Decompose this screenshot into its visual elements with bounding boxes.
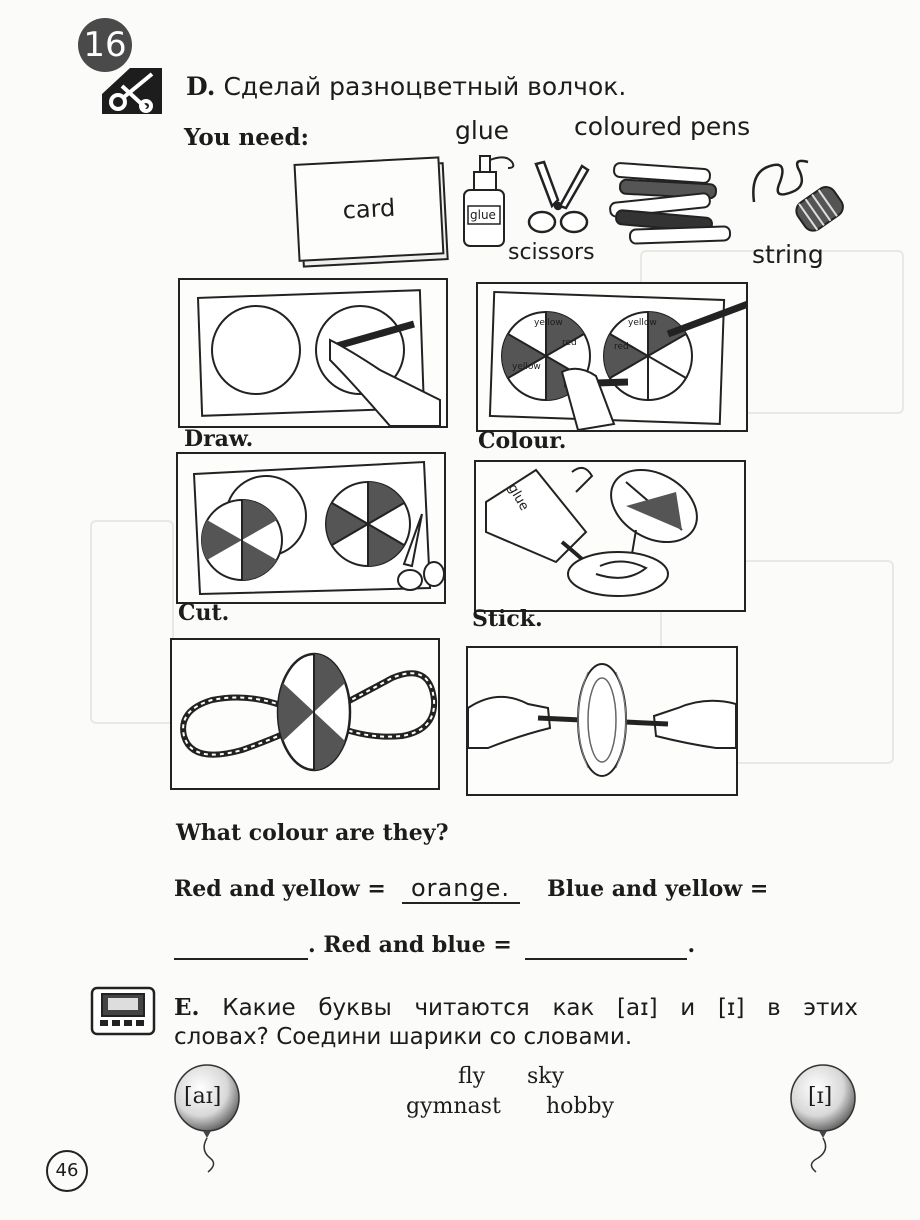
bleed-through-shape: [90, 520, 174, 724]
task-d-letter: D.: [186, 72, 216, 101]
task-e-instruction-2: словах? Соедини шарики со словами.: [174, 1024, 633, 1050]
card-word: card: [341, 193, 396, 225]
task-d-instruction: Сделай разноцветный волчок.: [223, 72, 627, 101]
balloon-left[interactable]: [170, 1064, 244, 1174]
answer-blue-yellow-field[interactable]: [174, 932, 308, 960]
string-picture: [748, 152, 848, 246]
card-picture: [293, 156, 448, 264]
spinning-top-panel: [466, 646, 738, 796]
red-yellow-text: Red and yellow =: [174, 876, 386, 902]
red-blue-text: . Red and blue =: [308, 932, 512, 958]
task-d-title: [186, 72, 626, 101]
step-panel-stick: [474, 460, 746, 612]
step-panel-draw: [178, 278, 448, 428]
wheel-label-yellow: yellow: [628, 318, 657, 328]
balloon-left-label: [aɪ]: [184, 1084, 222, 1109]
word-fly[interactable]: fly: [458, 1064, 486, 1089]
word-hobby[interactable]: hobby: [546, 1094, 615, 1119]
wheel-label-red: red: [562, 338, 577, 348]
step-colour-label: Colour.: [478, 428, 567, 454]
step-panel-colour: [476, 282, 748, 432]
lesson-number-badge: 16: [78, 18, 132, 72]
task-e-line1: [174, 994, 858, 1021]
answer-orange-field[interactable]: [402, 874, 520, 904]
coloured-pens-word: coloured pens: [574, 112, 751, 141]
balloon-right[interactable]: [786, 1064, 860, 1174]
task-e-letter: E.: [174, 994, 200, 1021]
glue-word: glue: [455, 116, 510, 145]
glue-bottle-label: glue: [470, 208, 496, 222]
scissors-word: scissors: [508, 240, 595, 265]
tape-recorder-icon: [90, 986, 156, 1040]
answer-orange-text: orange.: [410, 874, 511, 902]
blue-yellow-text: Blue and yellow =: [547, 876, 769, 902]
step-draw-label: Draw.: [184, 426, 254, 452]
wheel-label-yellow: yellow: [534, 318, 563, 328]
coloured-pens-picture: [606, 160, 736, 254]
wheel-label-red: red: [614, 342, 629, 352]
spinner-string-panel: [170, 638, 440, 790]
you-need-label: You need:: [184, 124, 310, 151]
glue-bottle-picture: [462, 152, 522, 248]
task-e-instruction-1: Какие буквы читаются как [aɪ] и [ɪ] в этих: [222, 995, 858, 1021]
step-cut-label: Cut.: [178, 600, 230, 626]
step-stick-label: Stick.: [472, 606, 543, 632]
string-word: string: [752, 240, 824, 269]
colour-line-2: [174, 932, 695, 960]
colour-question: What colour are they?: [176, 820, 449, 846]
wheel-label-yellow: yellow: [512, 362, 541, 372]
glue-tube-label: glue: [504, 481, 532, 514]
craft-scissors-icon: [100, 64, 164, 118]
line-2-period: .: [687, 932, 696, 958]
colour-line-1: [174, 874, 768, 904]
scissors-picture: [522, 160, 592, 244]
balloon-right-label: [ɪ]: [808, 1084, 833, 1109]
page-number: 46: [46, 1150, 88, 1192]
answer-red-blue-field[interactable]: [525, 932, 687, 960]
word-gymnast[interactable]: gymnast: [406, 1094, 501, 1119]
step-panel-cut: [176, 452, 446, 604]
word-sky[interactable]: sky: [527, 1064, 565, 1089]
